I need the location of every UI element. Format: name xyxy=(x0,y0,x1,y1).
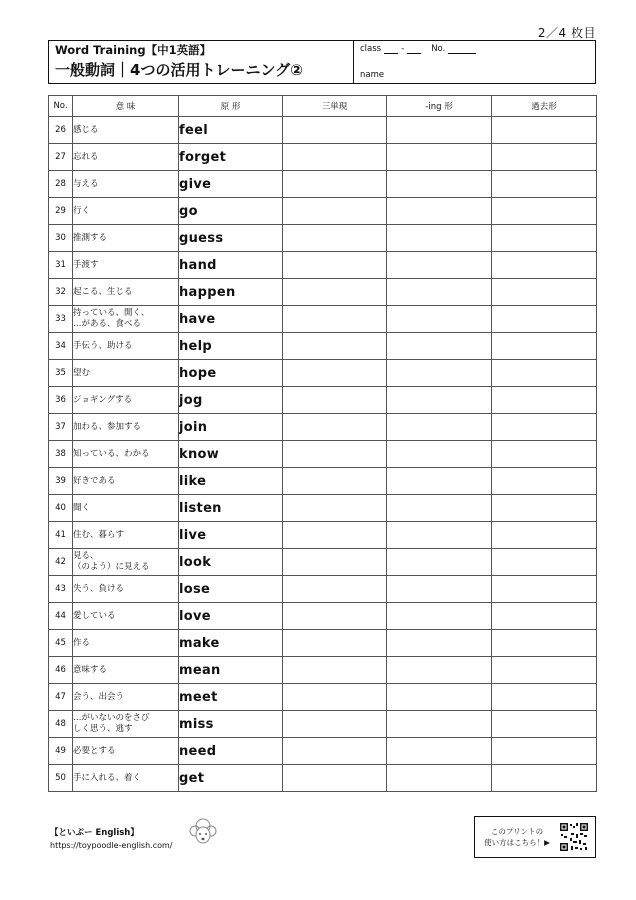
third-person-answer-cell[interactable] xyxy=(283,171,387,198)
past-form-answer-cell[interactable] xyxy=(492,414,597,441)
meaning-line: ジョギングする xyxy=(73,394,133,405)
base-form-cell: miss xyxy=(179,711,283,738)
meaning-line: 手渡す xyxy=(73,259,99,270)
base-form-cell: feel xyxy=(179,117,283,144)
table-row xyxy=(49,684,597,711)
ing-form-answer-cell[interactable] xyxy=(387,252,492,279)
third-person-answer-cell[interactable] xyxy=(283,549,387,576)
meaning-cell xyxy=(73,657,179,684)
row-number: 26 xyxy=(49,117,73,144)
table-row xyxy=(49,387,597,414)
third-person-answer-cell[interactable] xyxy=(283,414,387,441)
poodle-icon xyxy=(186,816,220,850)
row-number: 34 xyxy=(49,333,73,360)
third-person-answer-cell[interactable] xyxy=(283,684,387,711)
row-number: 37 xyxy=(49,414,73,441)
ing-form-answer-cell[interactable] xyxy=(387,198,492,225)
no-label: No. xyxy=(431,44,446,54)
howto-line-1: このプリントの xyxy=(490,827,544,836)
table-body xyxy=(49,117,597,792)
meaning-cell xyxy=(73,765,179,792)
meaning-line: 望む xyxy=(73,367,91,378)
third-person-answer-cell[interactable] xyxy=(283,333,387,360)
meaning-line: 作る xyxy=(73,637,91,648)
meaning-cell xyxy=(73,387,179,414)
table-row xyxy=(49,441,597,468)
base-form-cell: hope xyxy=(179,360,283,387)
base-form-cell: like xyxy=(179,468,283,495)
meaning-cell xyxy=(73,252,179,279)
third-person-answer-cell[interactable] xyxy=(283,441,387,468)
past-form-answer-cell[interactable] xyxy=(492,603,597,630)
past-form-answer-cell[interactable] xyxy=(492,441,597,468)
meaning-cell xyxy=(73,225,179,252)
row-number: 49 xyxy=(49,738,73,765)
ing-form-answer-cell[interactable] xyxy=(387,576,492,603)
third-person-answer-cell[interactable] xyxy=(283,252,387,279)
meaning-line: 加わる、参加する xyxy=(73,421,142,432)
row-number: 43 xyxy=(49,576,73,603)
past-form-answer-cell[interactable] xyxy=(492,549,597,576)
base-form-cell: help xyxy=(179,333,283,360)
meaning-cell xyxy=(73,117,179,144)
past-form-answer-cell[interactable] xyxy=(492,657,597,684)
meaning-cell xyxy=(73,441,179,468)
table-row xyxy=(49,468,597,495)
past-form-answer-cell[interactable] xyxy=(492,765,597,792)
third-person-answer-cell[interactable] xyxy=(283,387,387,414)
meaning-cell xyxy=(73,414,179,441)
third-person-answer-cell[interactable] xyxy=(283,225,387,252)
student-info-block xyxy=(354,41,595,83)
third-person-answer-cell[interactable] xyxy=(283,765,387,792)
row-number: 39 xyxy=(49,468,73,495)
title-block xyxy=(49,41,354,83)
table-row xyxy=(49,495,597,522)
meaning-line: 愛している xyxy=(73,610,116,621)
meaning-cell xyxy=(73,360,179,387)
third-person-answer-cell[interactable] xyxy=(283,522,387,549)
base-form-cell: make xyxy=(179,630,283,657)
base-form-cell: guess xyxy=(179,225,283,252)
row-number: 41 xyxy=(49,522,73,549)
base-form-cell: get xyxy=(179,765,283,792)
past-form-answer-cell[interactable] xyxy=(492,684,597,711)
col-header-ing: -ing 形 xyxy=(387,96,492,117)
meaning-line: 与える xyxy=(73,178,99,189)
worksheet-header xyxy=(48,40,596,84)
howto-text xyxy=(475,826,559,848)
meaning-line: 会う、出会う xyxy=(73,691,125,702)
table-row xyxy=(49,603,597,630)
row-number: 32 xyxy=(49,279,73,306)
ing-form-answer-cell[interactable] xyxy=(387,630,492,657)
meaning-cell xyxy=(73,711,179,738)
base-form-cell: hand xyxy=(179,252,283,279)
table-row xyxy=(49,306,597,333)
base-form-cell: listen xyxy=(179,495,283,522)
row-number: 47 xyxy=(49,684,73,711)
ing-form-answer-cell[interactable] xyxy=(387,468,492,495)
row-number: 50 xyxy=(49,765,73,792)
third-person-answer-cell[interactable] xyxy=(283,279,387,306)
meaning-cell xyxy=(73,306,179,333)
third-person-answer-cell[interactable] xyxy=(283,495,387,522)
brand-name: 【といぷー English】 xyxy=(50,828,139,838)
base-form-cell: jog xyxy=(179,387,283,414)
meaning-cell xyxy=(73,144,179,171)
ing-form-answer-cell[interactable] xyxy=(387,765,492,792)
row-number: 29 xyxy=(49,198,73,225)
base-form-cell: need xyxy=(179,738,283,765)
table-row xyxy=(49,360,597,387)
meaning-cell xyxy=(73,279,179,306)
footer-brand-block xyxy=(50,826,173,850)
table-row xyxy=(49,225,597,252)
row-number: 38 xyxy=(49,441,73,468)
meaning-line: しく思う、逃す xyxy=(73,724,133,734)
past-form-answer-cell[interactable] xyxy=(492,630,597,657)
row-number: 45 xyxy=(49,630,73,657)
table-row xyxy=(49,414,597,441)
worksheet-title: 一般動詞｜4つの活用トレーニング② xyxy=(55,61,303,79)
meaning-line: …がある、食べる xyxy=(73,319,142,329)
past-form-answer-cell[interactable] xyxy=(492,468,597,495)
page-count: 2／4 枚目 xyxy=(537,26,596,40)
ing-form-answer-cell[interactable] xyxy=(387,225,492,252)
meaning-cell xyxy=(73,603,179,630)
third-person-answer-cell[interactable] xyxy=(283,711,387,738)
meaning-cell xyxy=(73,171,179,198)
row-number: 31 xyxy=(49,252,73,279)
past-form-answer-cell[interactable] xyxy=(492,144,597,171)
col-header-base: 原 形 xyxy=(179,96,283,117)
class-label: class xyxy=(360,44,382,54)
meaning-line: 知っている、わかる xyxy=(73,448,150,459)
row-number: 40 xyxy=(49,495,73,522)
base-form-cell: love xyxy=(179,603,283,630)
meaning-line: 必要とする xyxy=(73,745,116,756)
ing-form-answer-cell[interactable] xyxy=(387,279,492,306)
base-form-cell: happen xyxy=(179,279,283,306)
base-form-cell: mean xyxy=(179,657,283,684)
ing-form-answer-cell[interactable] xyxy=(387,306,492,333)
meaning-line: 聞く xyxy=(73,502,91,513)
site-url[interactable]: https://toypoodle-english.com/ xyxy=(50,841,173,850)
table-row xyxy=(49,279,597,306)
ing-form-answer-cell[interactable] xyxy=(387,360,492,387)
meaning-line: 意味する xyxy=(73,664,108,675)
past-form-answer-cell[interactable] xyxy=(492,333,597,360)
past-form-answer-cell[interactable] xyxy=(492,711,597,738)
meaning-line: 住む、暮らす xyxy=(73,529,125,540)
ing-form-answer-cell[interactable] xyxy=(387,171,492,198)
row-number: 35 xyxy=(49,360,73,387)
past-form-answer-cell[interactable] xyxy=(492,198,597,225)
meaning-cell xyxy=(73,738,179,765)
meaning-line: 見る、 xyxy=(73,551,99,561)
ing-form-answer-cell[interactable] xyxy=(387,657,492,684)
third-person-answer-cell[interactable] xyxy=(283,198,387,225)
meaning-line: 手伝う、助ける xyxy=(73,340,133,351)
third-person-answer-cell[interactable] xyxy=(283,306,387,333)
table-row xyxy=(49,171,597,198)
ing-form-answer-cell[interactable] xyxy=(387,684,492,711)
ing-form-answer-cell[interactable] xyxy=(387,495,492,522)
worksheet-subtitle: Word Training【中1英語】 xyxy=(55,43,212,57)
past-form-answer-cell[interactable] xyxy=(492,387,597,414)
verb-table xyxy=(48,95,597,792)
table-row xyxy=(49,252,597,279)
howto-link[interactable] xyxy=(474,816,596,858)
ing-form-answer-cell[interactable] xyxy=(387,441,492,468)
meaning-line: …がいないのをさび xyxy=(73,713,150,723)
third-person-answer-cell[interactable] xyxy=(283,657,387,684)
base-form-cell: have xyxy=(179,306,283,333)
past-form-answer-cell[interactable] xyxy=(492,360,597,387)
table-row xyxy=(49,144,597,171)
table-row xyxy=(49,333,597,360)
past-form-answer-cell[interactable] xyxy=(492,495,597,522)
col-header-no: No. xyxy=(49,96,73,117)
meaning-line: 起こる、生じる xyxy=(73,286,133,297)
past-form-answer-cell[interactable] xyxy=(492,225,597,252)
row-number: 28 xyxy=(49,171,73,198)
class-line xyxy=(360,44,589,54)
name-label: name xyxy=(360,70,385,80)
past-form-answer-cell[interactable] xyxy=(492,576,597,603)
meaning-line: 失う、負ける xyxy=(73,583,125,594)
third-person-answer-cell[interactable] xyxy=(283,576,387,603)
third-person-answer-cell[interactable] xyxy=(283,630,387,657)
table-row xyxy=(49,576,597,603)
ing-form-answer-cell[interactable] xyxy=(387,711,492,738)
past-form-answer-cell[interactable] xyxy=(492,252,597,279)
ing-form-answer-cell[interactable] xyxy=(387,333,492,360)
third-person-answer-cell[interactable] xyxy=(283,117,387,144)
meaning-line: 忘れる xyxy=(73,151,99,162)
base-form-cell: lose xyxy=(179,576,283,603)
third-person-answer-cell[interactable] xyxy=(283,144,387,171)
past-form-answer-cell[interactable] xyxy=(492,306,597,333)
past-form-answer-cell[interactable] xyxy=(492,522,597,549)
ing-form-answer-cell[interactable] xyxy=(387,144,492,171)
row-number: 46 xyxy=(49,657,73,684)
ing-form-answer-cell[interactable] xyxy=(387,414,492,441)
ing-form-answer-cell[interactable] xyxy=(387,117,492,144)
meaning-line: 好きである xyxy=(73,475,116,486)
meaning-cell xyxy=(73,684,179,711)
meaning-line: 手に入れる、着く xyxy=(73,772,142,783)
past-form-answer-cell[interactable] xyxy=(492,279,597,306)
table-row xyxy=(49,657,597,684)
base-form-cell: forget xyxy=(179,144,283,171)
meaning-cell xyxy=(73,495,179,522)
class-number-blank[interactable] xyxy=(407,44,421,54)
col-header-third-person: 三単現 xyxy=(283,96,387,117)
meaning-cell xyxy=(73,198,179,225)
ing-form-answer-cell[interactable] xyxy=(387,522,492,549)
qr-code-icon[interactable] xyxy=(559,822,589,852)
ing-form-answer-cell[interactable] xyxy=(387,738,492,765)
meaning-line: 持っている、開く、 xyxy=(73,308,150,318)
col-header-meaning: 意 味 xyxy=(73,96,179,117)
base-form-cell: live xyxy=(179,522,283,549)
table-row xyxy=(49,117,597,144)
third-person-answer-cell[interactable] xyxy=(283,468,387,495)
meaning-cell xyxy=(73,630,179,657)
base-form-cell: meet xyxy=(179,684,283,711)
meaning-cell xyxy=(73,333,179,360)
row-number: 48 xyxy=(49,711,73,738)
table-row xyxy=(49,711,597,738)
meaning-cell xyxy=(73,549,179,576)
meaning-line: 推測する xyxy=(73,232,108,243)
meaning-cell xyxy=(73,468,179,495)
howto-line-2: 使い方はこちら！▶ xyxy=(484,838,550,847)
base-form-cell: join xyxy=(179,414,283,441)
base-form-cell: go xyxy=(179,198,283,225)
table-row xyxy=(49,765,597,792)
row-number: 44 xyxy=(49,603,73,630)
class-dash: - xyxy=(401,44,405,54)
row-number: 30 xyxy=(49,225,73,252)
base-form-cell: look xyxy=(179,549,283,576)
table-header-row xyxy=(49,96,597,117)
table-row xyxy=(49,198,597,225)
row-number: 36 xyxy=(49,387,73,414)
table-row xyxy=(49,549,597,576)
row-number: 33 xyxy=(49,306,73,333)
meaning-line: 感じる xyxy=(73,124,99,135)
third-person-answer-cell[interactable] xyxy=(283,738,387,765)
meaning-line: （のよう）に見える xyxy=(73,562,150,572)
row-number: 27 xyxy=(49,144,73,171)
past-form-answer-cell[interactable] xyxy=(492,117,597,144)
ing-form-answer-cell[interactable] xyxy=(387,549,492,576)
table-row xyxy=(49,522,597,549)
col-header-past: 過去形 xyxy=(492,96,597,117)
base-form-cell: give xyxy=(179,171,283,198)
third-person-answer-cell[interactable] xyxy=(283,603,387,630)
past-form-answer-cell[interactable] xyxy=(492,738,597,765)
meaning-line: 行く xyxy=(73,205,91,216)
row-number: 42 xyxy=(49,549,73,576)
table-row xyxy=(49,630,597,657)
past-form-answer-cell[interactable] xyxy=(492,171,597,198)
meaning-cell xyxy=(73,576,179,603)
class-blank[interactable] xyxy=(384,44,398,54)
ing-form-answer-cell[interactable] xyxy=(387,603,492,630)
third-person-answer-cell[interactable] xyxy=(283,360,387,387)
ing-form-answer-cell[interactable] xyxy=(387,387,492,414)
student-number-blank[interactable] xyxy=(448,44,476,54)
base-form-cell: know xyxy=(179,441,283,468)
table-row xyxy=(49,738,597,765)
meaning-cell xyxy=(73,522,179,549)
